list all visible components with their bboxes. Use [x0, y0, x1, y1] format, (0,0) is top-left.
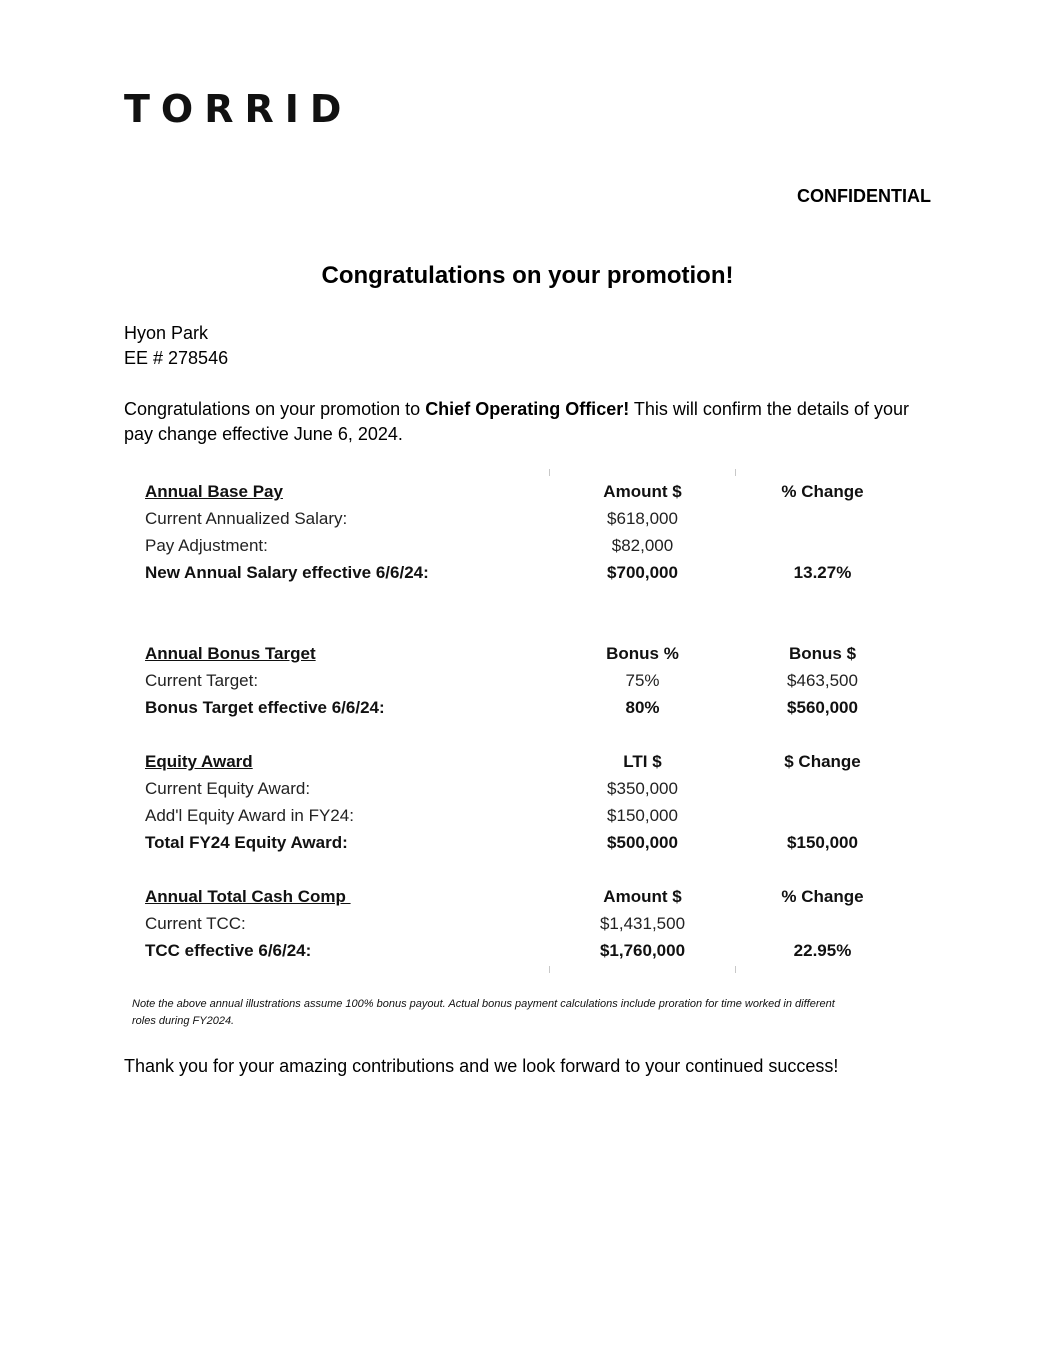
row-value: 22.95% — [793, 941, 852, 960]
row-value: 75% — [625, 671, 660, 690]
section-header-equity — [145, 748, 905, 775]
section-title: Annual Total Cash Comp — [145, 887, 351, 906]
row-label: Bonus Target effective 6/6/24: — [145, 698, 385, 717]
row-value: $700,000 — [607, 563, 678, 582]
row-value: $150,000 — [607, 806, 678, 825]
row-label: Current Equity Award: — [145, 779, 311, 798]
table-row-total — [145, 559, 905, 586]
new-position-title: Chief Operating Officer! — [425, 399, 630, 419]
table-row — [145, 532, 905, 559]
table-row — [145, 910, 905, 937]
table-row-total — [145, 829, 905, 856]
table-row — [145, 775, 905, 802]
row-value: $500,000 — [607, 833, 678, 852]
column-header: Amount $ — [603, 887, 682, 906]
intro-text-before: Congratulations on your promotion to — [124, 399, 426, 419]
company-logo: TORRID — [124, 87, 353, 131]
section-spacer — [145, 856, 905, 883]
table-tick-mark — [735, 469, 736, 476]
row-value: 80% — [625, 698, 660, 717]
row-label: Current Annualized Salary: — [145, 509, 348, 528]
column-header: Amount $ — [603, 482, 682, 501]
intro-text-after: This will confirm the details of your pay change effective June 6, 2024. — [124, 399, 909, 444]
row-label: Total FY24 Equity Award: — [145, 833, 348, 852]
row-value: $1,431,500 — [599, 914, 686, 933]
employee-number: EE # 278546 — [124, 348, 229, 368]
section-spacer — [145, 586, 905, 640]
row-label: New Annual Salary effective 6/6/24: — [145, 563, 429, 582]
table-row — [145, 802, 905, 829]
section-spacer — [145, 721, 905, 748]
row-label: Pay Adjustment: — [145, 536, 268, 555]
table-tick-mark — [549, 966, 550, 973]
section-header-tcc — [145, 883, 905, 910]
closing-text: Thank you for your amazing contributions and we look forward to your continued success! — [124, 1056, 839, 1076]
row-value: $1,760,000 — [599, 941, 686, 960]
table-row-total — [145, 694, 905, 721]
row-label: Current Target: — [145, 671, 259, 690]
table-row — [145, 667, 905, 694]
compensation-table — [145, 478, 905, 964]
row-value: $82,000 — [611, 536, 674, 555]
row-value: 13.27% — [793, 563, 852, 582]
section-title: Annual Bonus Target — [145, 644, 316, 663]
page-title: Congratulations on your promotion! — [321, 262, 734, 289]
employee-block — [124, 321, 228, 371]
row-label: Add'l Equity Award in FY24: — [145, 806, 354, 825]
row-value: $463,500 — [787, 671, 858, 690]
footnote: Note the above annual illustrations assume 100% bonus payout. Actual bonus payment calculations include proration for time worked in different roles during FY2024. — [132, 998, 835, 1027]
table-row — [145, 505, 905, 532]
employee-name: Hyon Park — [124, 323, 209, 343]
row-value: $618,000 — [607, 509, 678, 528]
confidential-label: CONFIDENTIAL — [797, 186, 931, 206]
table-tick-mark — [735, 966, 736, 973]
section-header-base-pay — [145, 478, 905, 505]
table-tick-mark — [549, 469, 550, 476]
row-value: $150,000 — [787, 833, 858, 852]
row-label: Current TCC: — [145, 914, 246, 933]
column-header: $ Change — [784, 752, 861, 771]
column-header: % Change — [781, 482, 864, 501]
section-title: Equity Award — [145, 752, 253, 771]
column-header: Bonus $ — [788, 644, 857, 663]
row-value: $560,000 — [787, 698, 858, 717]
row-value: $350,000 — [607, 779, 678, 798]
section-header-bonus — [145, 640, 905, 667]
table-row-total — [145, 937, 905, 964]
column-header: % Change — [781, 887, 864, 906]
intro-paragraph — [124, 397, 934, 447]
row-label: TCC effective 6/6/24: — [145, 941, 312, 960]
section-title: Annual Base Pay — [145, 482, 283, 501]
column-header: LTI $ — [623, 752, 662, 771]
column-header: Bonus % — [606, 644, 679, 663]
